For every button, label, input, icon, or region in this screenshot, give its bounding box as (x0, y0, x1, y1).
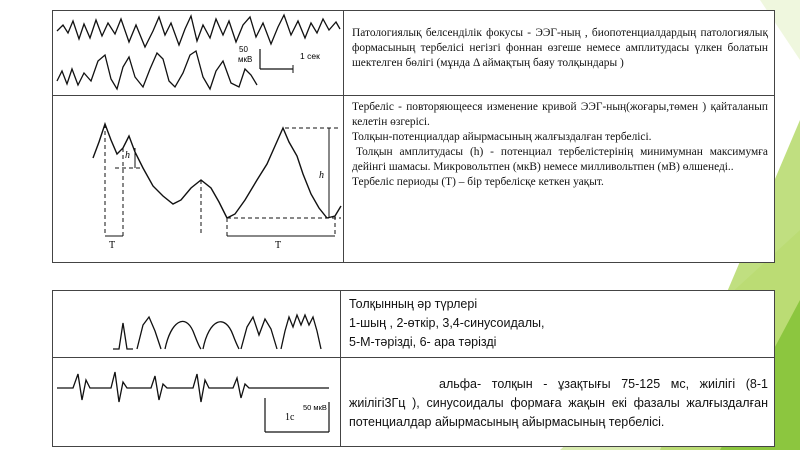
bottom-table (52, 290, 775, 447)
alpha-scale-amp: 50 мкВ (303, 403, 327, 412)
wave-types-text (349, 295, 768, 352)
wave-types-figure (53, 291, 340, 357)
eeg-focus-waveform (53, 11, 343, 95)
alpha-wave-description: альфа- толқын - ұзақтығы 75-125 мс, жиілігі (8-1 жиілігі3Гц ), синусоидалы формаға жақын екі фазалы жалғыздалған потенциалдар айырмасының айырмасының тербелісі. (349, 376, 768, 429)
eeg-focus-figure-cell (53, 11, 344, 96)
scale-unit-label: мкВ (238, 55, 253, 64)
top-table (52, 10, 775, 263)
scale-amp-label: 50 (239, 45, 248, 54)
wave-parameters-diagram (53, 96, 343, 262)
h-left-label: h (125, 150, 130, 161)
alpha-wave-text-cell (341, 358, 775, 447)
h-right-label: h (319, 170, 324, 181)
definition-wave: Толқын-потенциалдар айырмасының жалғыздалған тербелісі. (352, 131, 652, 143)
wave-types-figure-cell (53, 291, 341, 358)
wave-types-line-2: 5-М-тәрізді, 6- ара тәрізді (349, 335, 497, 349)
wave-definitions-text (352, 100, 768, 190)
definition-period: Тербеліс периоды (Т) – бір тербелісқе кеткен уақыт. (352, 176, 604, 188)
wave-parameters-figure-cell (53, 96, 344, 263)
eeg-focus-description: Патологиялық белсенділік фокусы - ЭЭГ-ның , биопотенциалдардың патологиялық формасының тербелісі негізгі фоннан өзгеше немесе амплитудасы үлкен болатын шектелген бөлігі (мұнда Δ аймақтың баяу толқындары ) (352, 27, 768, 70)
alpha-scale-time: 1с (285, 412, 295, 423)
T-left-label: T (109, 240, 116, 251)
scale-time-label: 1 сек (300, 51, 320, 61)
definition-amplitude: Толқын амплитудасы (h) - потенциал тербелістерінің минимумнан максимумға дейінгі шамасы. Микровольтпен (мкВ) немесе милливольтпен (мВ) өлшенеді.. (352, 146, 768, 173)
T-right-label: T (275, 240, 282, 251)
alpha-wave-figure (53, 358, 340, 438)
wave-types-heading: Толқынның әр түрлері (349, 297, 478, 311)
wave-types-text-cell (341, 291, 775, 358)
wave-definitions-cell (344, 96, 775, 263)
alpha-wave-figure-cell (53, 358, 341, 447)
wave-types-line-1: 1-шың , 2-өткір, 3,4-синусоидалы, (349, 316, 545, 330)
definition-oscillation: Тербеліс - повторяющееся изменение кривой ЭЭГ-ның(жоғары,төмен ) қайталанып келетін өзгерісі. (352, 101, 768, 128)
eeg-focus-text-cell (344, 11, 775, 96)
